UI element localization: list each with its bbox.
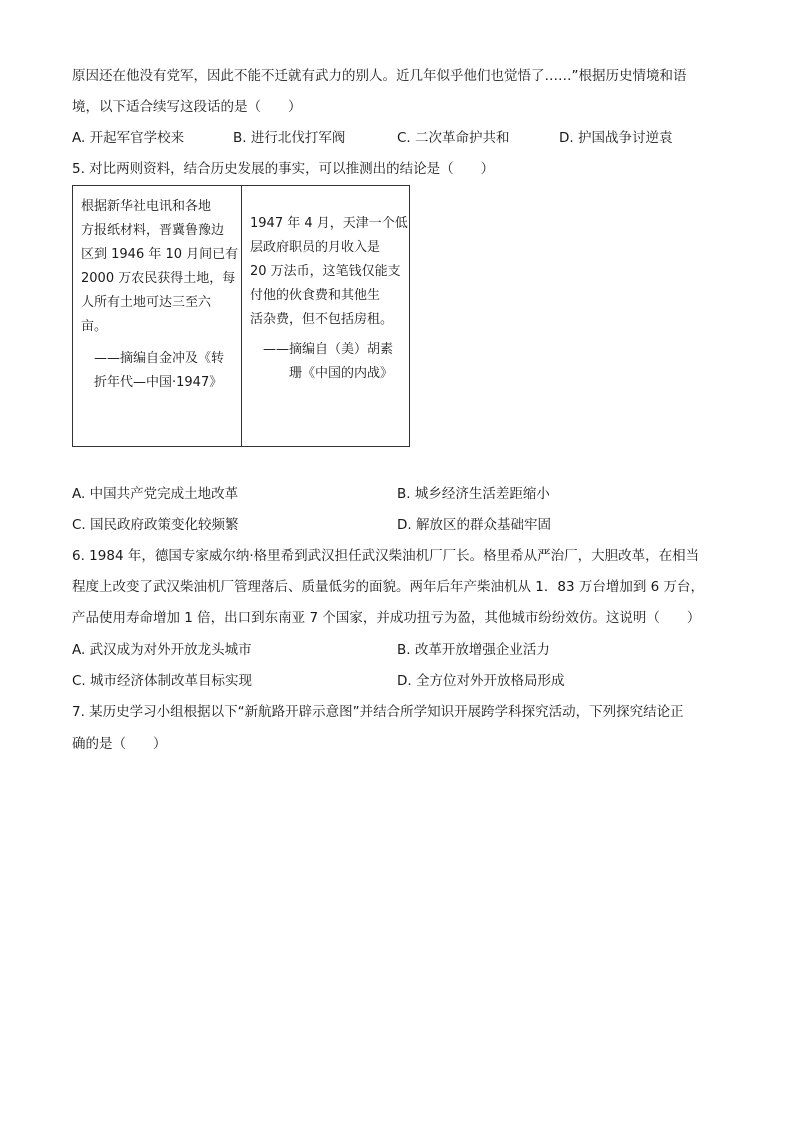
material-left-source: ——摘编自金冲及《转 bbox=[81, 351, 225, 366]
q5-materials-table bbox=[72, 185, 410, 447]
material-left-source: 折年代—中国·1947》 bbox=[81, 375, 223, 390]
q6-text-line-2: 程度上改变了武汉柴油机厂管理落后、质量低劣的面貌。两年后年产柴油机从 1．83 万台增加到 6 万台， bbox=[72, 579, 705, 595]
material-left-line: 2000 万农民获得土地，每 bbox=[81, 271, 236, 286]
material-right-line: 活杂费，但不包括房租。 bbox=[250, 312, 394, 327]
q6-option-d: D. 全方位对外开放格局形成 bbox=[397, 673, 565, 689]
q4-option-b: B. 进行北伐打军阀 bbox=[233, 130, 346, 146]
material-right-line: 1947 年 4 月，天津一个低 bbox=[250, 216, 408, 231]
q5-option-b: B. 城乡经济生活差距缩小 bbox=[397, 486, 550, 502]
q7-text-line-1: 7. 某历史学习小组根据以下“新航路开辟示意图”并结合所学知识开展跨学科探究活动，下列探究结论正 bbox=[72, 704, 684, 720]
q4-text-line-2: 境，以下适合续写这段话的是（ ） bbox=[72, 99, 302, 115]
q5-option-c: C. 国民政府政策变化较频繁 bbox=[72, 517, 239, 533]
material-right-source: 珊《中国的内战》 bbox=[250, 366, 394, 381]
q4-option-c: C. 二次革命护共和 bbox=[397, 130, 510, 146]
q5-stem: 5. 对比两则资料，结合历史发展的事实，可以推测出的结论是（ ） bbox=[72, 161, 495, 177]
material-right bbox=[250, 212, 406, 386]
q4-option-d: D. 护国战争讨逆袁 bbox=[559, 130, 673, 146]
q5-option-d: D. 解放区的群众基础牢固 bbox=[397, 517, 551, 533]
q7-text-line-2: 确的是（ ） bbox=[72, 736, 167, 752]
table-divider bbox=[241, 186, 242, 446]
material-right-line: 付他的伙食费和其他生 bbox=[250, 288, 381, 303]
material-right-source: ——摘编自（美）胡素 bbox=[250, 342, 394, 357]
material-left-line: 根据新华社电讯和各地 bbox=[81, 199, 212, 214]
material-left-line: 人所有土地可达三至六 bbox=[81, 295, 212, 310]
material-right-line: 20 万法币，这笔钱仅能支 bbox=[250, 264, 401, 279]
q4-option-a: A. 开起军官学校来 bbox=[72, 130, 185, 146]
q4-text-line-1: 原因还在他没有党军，因此不能不迁就有武力的别人。近几年似乎他们也觉悟了……”根据历史情境和语 bbox=[72, 68, 687, 84]
material-left bbox=[81, 195, 237, 395]
q6-option-c: C. 城市经济体制改革目标实现 bbox=[72, 673, 253, 689]
q5-option-a: A. 中国共产党完成土地改革 bbox=[72, 486, 239, 502]
q6-option-b: B. 改革开放增强企业活力 bbox=[397, 642, 550, 658]
material-left-line: 方报纸材料，晋冀鲁豫边 bbox=[81, 223, 225, 238]
q6-option-a: A. 武汉成为对外开放龙头城市 bbox=[72, 642, 252, 658]
material-left-line: 区到 1946 年 10 月间已有 bbox=[81, 247, 239, 262]
q6-text-line-3: 产品使用寿命增加 1 倍，出口到东南亚 7 个国家，并成功扭亏为盈，其他城市纷纷效仿。这说明（ ） bbox=[72, 610, 701, 626]
q6-text-line-1: 6. 1984 年，德国专家威尔纳·格里希到武汉担任武汉柴油机厂厂长。格里希从严治厂，大胆改革，在相当 bbox=[72, 548, 700, 564]
material-left-line: 亩。 bbox=[81, 319, 108, 334]
material-right-line: 层政府职员的月收入是 bbox=[250, 240, 381, 255]
